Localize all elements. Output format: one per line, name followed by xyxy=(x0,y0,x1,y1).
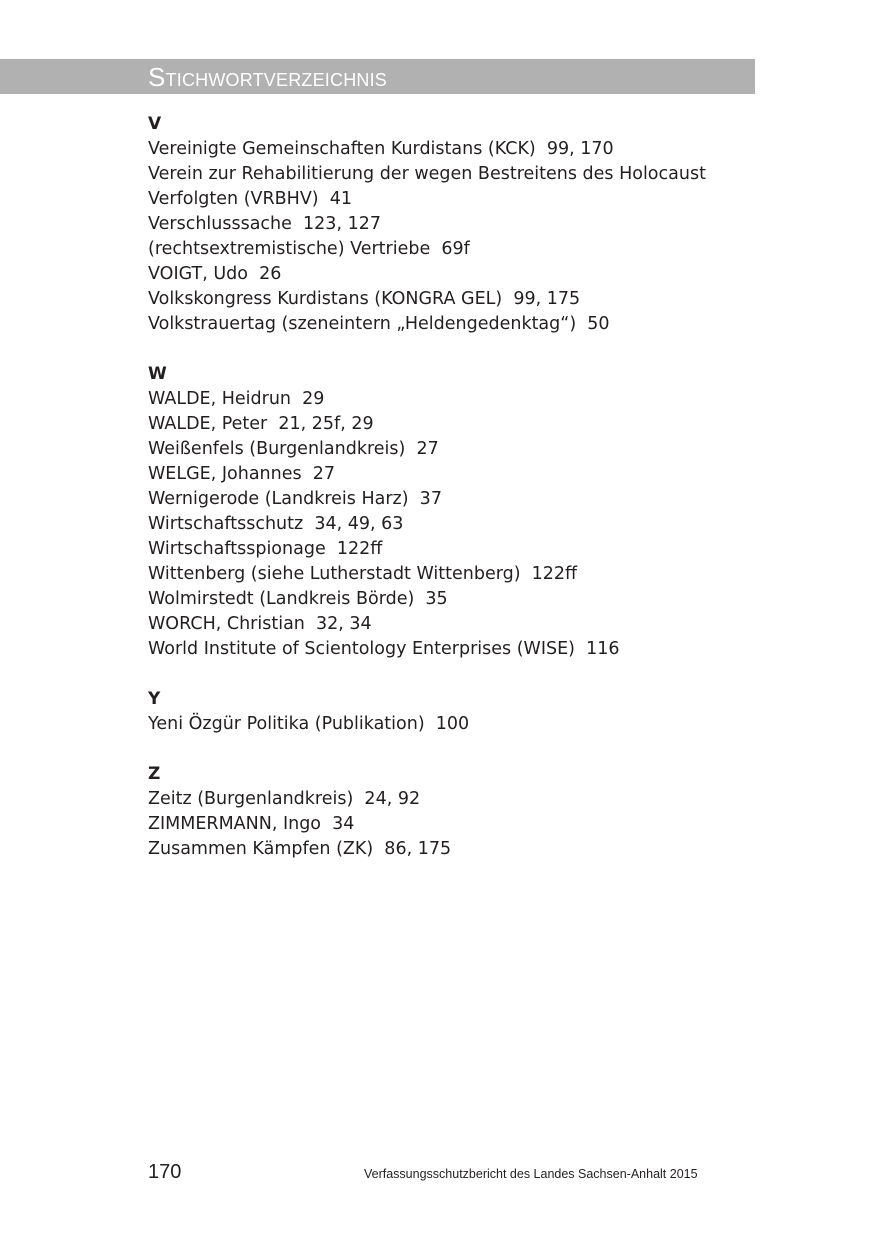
index-entry-list xyxy=(148,137,768,337)
index-section-y xyxy=(148,687,768,737)
page-number: 170 xyxy=(148,1161,182,1183)
section-letter: W xyxy=(148,364,167,384)
index-entry: Wittenberg (siehe Lutherstadt Wittenberg) 122ff xyxy=(148,564,578,584)
index-entry: Wirtschaftsspionage 122ff xyxy=(148,539,383,559)
index-entry: Vereinigte Gemeinschaften Kurdistans (KCK) 99, 170 xyxy=(148,139,614,159)
section-letter: Z xyxy=(148,764,161,784)
index-entry: Verein zur Rehabilitierung der wegen Bestreitens des Holocaust xyxy=(148,164,706,184)
header-band xyxy=(0,59,755,94)
index-entry: ZIMMERMANN, Ingo 34 xyxy=(148,814,355,834)
index-entry: Volkskongress Kurdistans (KONGRA GEL) 99, 175 xyxy=(148,289,581,309)
index-entry: Wirtschaftsschutz 34, 49, 63 xyxy=(148,514,404,534)
index-entry: WALDE, Peter 21, 25f, 29 xyxy=(148,414,374,434)
footer-source: Verfassungsschutzbericht des Landes Sachsen-Anhalt 2015 xyxy=(364,1167,698,1181)
index-entry: WORCH, Christian 32, 34 xyxy=(148,614,372,634)
index-entry: WALDE, Heidrun 29 xyxy=(148,389,325,409)
index-entry-list xyxy=(148,712,768,737)
index-section-w xyxy=(148,362,768,662)
index-entry: Yeni Özgür Politika (Publikation) 100 xyxy=(148,714,470,734)
index-entry: World Institute of Scientology Enterprises (WISE) 116 xyxy=(148,639,620,659)
index-entry: VOIGT, Udo 26 xyxy=(148,264,282,284)
index-section-z xyxy=(148,762,768,862)
section-letter: V xyxy=(148,114,162,134)
index-entry: Wernigerode (Landkreis Harz) 37 xyxy=(148,489,442,509)
index-entry: Zeitz (Burgenlandkreis) 24, 92 xyxy=(148,789,421,809)
index-entry-list xyxy=(148,387,768,662)
index-entry: Weißenfels (Burgenlandkreis) 27 xyxy=(148,439,439,459)
index-entry: Verschlusssache 123, 127 xyxy=(148,214,381,234)
index-entry: (rechtsextremistische) Vertriebe 69f xyxy=(148,239,470,259)
index-content xyxy=(148,112,768,887)
index-entry-list xyxy=(148,787,768,862)
index-entry: Volkstrauertag (szeneintern „Heldengedenktag“) 50 xyxy=(148,314,610,334)
index-entry: WELGE, Johannes 27 xyxy=(148,464,335,484)
index-entry: Verfolgten (VRBHV) 41 xyxy=(148,189,353,209)
index-section-v xyxy=(148,112,768,337)
index-entry: Zusammen Kämpfen (ZK) 86, 175 xyxy=(148,839,452,859)
page-title: Stichwortverzeichnis xyxy=(148,62,388,92)
section-letter: Y xyxy=(148,689,161,709)
index-entry: Wolmirstedt (Landkreis Börde) 35 xyxy=(148,589,448,609)
